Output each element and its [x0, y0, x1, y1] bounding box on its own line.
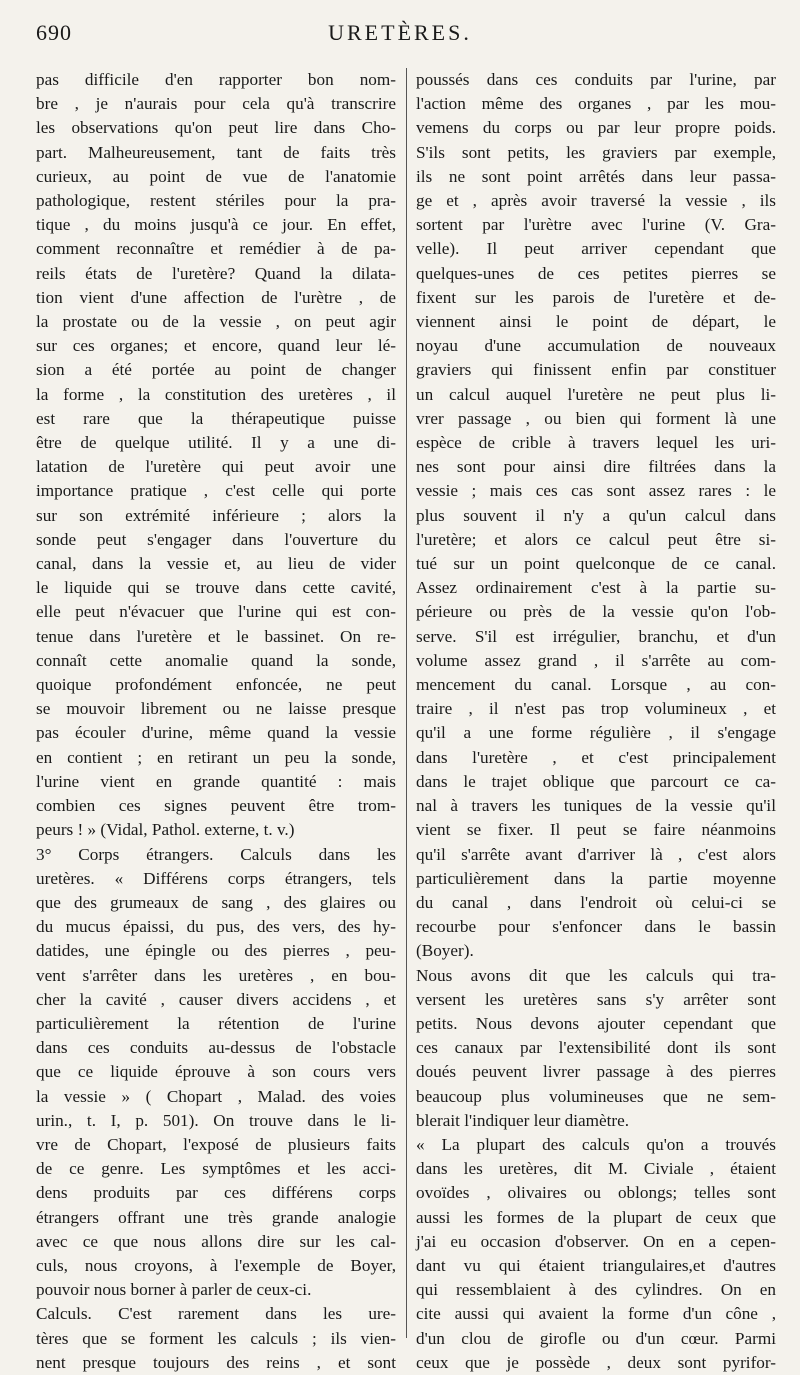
text-line: du canal , dans l'endroit où celui-ci se [416, 892, 776, 912]
text-line: l'action même des organes , par les mou- [416, 94, 776, 114]
text-line: pas écouler d'urine, même quand la vessie [36, 723, 396, 743]
text-line: l'urine vient en grande quantité : mais [36, 771, 396, 791]
text-line: la prostate ou de la vessie , on peut agir [36, 312, 396, 332]
text-line: pouvoir nous borner à parler de ceux-ci. [36, 1280, 312, 1300]
text-line: latation de l'uretère qui peut avoir une [36, 457, 396, 477]
text-line: velle). Il peut arriver cependant que [416, 239, 776, 259]
text-line: plus souvent il n'y a qu'un calcul dans [416, 505, 776, 525]
text-line: uretères. « Différens corps étrangers, tels [36, 868, 396, 888]
text-line: sur son extrémité inférieure ; alors la [36, 505, 396, 525]
text-line: recourbe pour s'enfoncer dans le bassin [416, 917, 776, 937]
text-line: j'ai eu occasion d'observer. On en a cepen- [416, 1231, 776, 1251]
text-line: Nous avons dit que les calculs qui tra- [416, 965, 776, 985]
text-line: se mouvoir librement ou ne laisse presque [36, 699, 396, 719]
text-line: la forme , la constitution des uretères , il [36, 384, 396, 404]
text-line: versent les uretères sans s'y arrêter sont [416, 989, 776, 1009]
text-line: de ce genre. Les symptômes et les acci- [36, 1159, 396, 1179]
text-line: dans l'uretère , et c'est principalement [416, 747, 776, 767]
text-line: le liquide qui se trouve dans cette cavité, [36, 578, 396, 598]
text-line: Assez ordinairement c'est à la partie su- [416, 578, 776, 598]
text-line: particulièrement dans la partie moyenne [416, 868, 776, 888]
text-line: nes sont pour ainsi dire filtrées dans la [416, 457, 776, 477]
text-line: (Boyer). [416, 941, 474, 961]
text-line: sortent par l'urètre avec l'urine (V. Gra- [416, 215, 776, 235]
text-line: être de quelque utilité. Il y a une di- [36, 433, 396, 453]
text-line: ge et , après avoir traversé la vessie , ils [416, 191, 776, 211]
text-line: pas difficile d'en rapporter bon nom- [36, 70, 396, 89]
text-line: sonde peut s'engager dans l'ouverture du [36, 529, 396, 549]
text-line: tique , du moins jusqu'à ce jour. En effet, [36, 215, 396, 235]
text-line: qu'il a une forme régulière , il s'engage [416, 723, 776, 743]
text-line: graviers qui finissent enfin par constituer [416, 360, 776, 380]
left-column [36, 68, 396, 1372]
text-line: combien ces signes peuvent être trom- [36, 796, 396, 816]
text-line: urin., t. I, p. 501). On trouve dans le li- [36, 1110, 396, 1130]
text-line: dant vu qui étaient triangulaires,et d'autres [416, 1255, 776, 1275]
text-line: en contient ; en retirant un peu la sonde, [36, 747, 396, 767]
text-line: qu'il s'arrête avant d'arriver là , c'est alors [416, 844, 776, 864]
text-line: importance pratique , c'est celle qui porte [36, 481, 396, 501]
text-line: que ce liquide éprouve à son cours vers [36, 1062, 396, 1082]
text-line: datides, une épingle ou des pierres , peu- [36, 941, 396, 961]
text-line: peurs ! » (Vidal, Pathol. externe, t. v.) [36, 820, 295, 840]
text-line: traire , il n'est pas trop volumineux , et [416, 699, 776, 719]
text-line: beaucoup plus volumineuses que ne sem- [416, 1086, 776, 1106]
text-line: mencement du canal. Lorsque , au con- [416, 675, 776, 695]
text-line: étrangers offrant une très grande analogie [36, 1207, 396, 1227]
text-line: 3° Corps étrangers. Calculs dans les [36, 844, 396, 864]
text-line: nent presque toujours des reins , et sont [36, 1352, 396, 1372]
text-line: ces canaux par l'extensibilité dont ils sont [416, 1038, 776, 1058]
text-line: d'un clou de girofle ou d'un cœur. Parmi [416, 1328, 776, 1348]
column-divider [406, 68, 407, 1338]
text-line: curieux, au point de vue de l'anatomie [36, 166, 396, 186]
text-line: tenue dans l'uretère et le bassinet. On re- [36, 626, 396, 646]
text-line: S'ils sont petits, les graviers par exemple, [416, 142, 776, 162]
text-line: reils états de l'uretère? Quand la dilata- [36, 263, 396, 283]
page-header [36, 20, 764, 52]
text-line: vent s'arrêter dans les uretères , en bou- [36, 965, 396, 985]
text-line: que des grumeaux de sang , des glaires ou [36, 892, 396, 912]
text-line: canal, dans la vessie et, au lieu de vider [36, 554, 396, 574]
text-line: dans les uretères, dit M. Civiale , étaient [416, 1159, 776, 1179]
text-line: cite aussi qui avaient la forme d'un cône , [416, 1304, 776, 1324]
text-line: petits. Nous devons ajouter cependant que [416, 1013, 776, 1033]
text-line: poussés dans ces conduits par l'urine, par [416, 70, 776, 89]
text-line: noyau d'une accumulation de nouveaux [416, 336, 776, 356]
text-line: périeure ou près de la vessie qu'on l'ob- [416, 602, 776, 622]
text-columns [36, 68, 776, 1372]
text-line: ovoïdes , olivaires ou oblongs; telles sont [416, 1183, 776, 1203]
text-line: vre de Chopart, l'exposé de plusieurs faits [36, 1134, 396, 1154]
text-line: l'uretère; et alors ce calcul peut être si- [416, 529, 776, 549]
right-column [416, 68, 776, 1372]
text-line: ceux que je possède , deux sont pyrifor- [416, 1352, 776, 1372]
text-line: espèce de crible à travers lequel les uri- [416, 433, 776, 453]
text-line: aussi les formes de la plupart de ceux que [416, 1207, 776, 1227]
text-line: quoique profondément enfoncée, ne peut [36, 675, 396, 695]
text-line: sur ces organes; et encore, quand leur lé- [36, 336, 396, 356]
text-line: du mucus épaissi, du pus, des vers, des hy- [36, 917, 396, 937]
text-line: nal à travers les tuniques de la vessie qu'il [416, 796, 776, 816]
text-line: la vessie » ( Chopart , Malad. des voies [36, 1086, 396, 1106]
text-line: cher la cavité , causer divers accidens , et [36, 989, 396, 1009]
text-line: vemens du corps ou par leur propre poids. [416, 118, 776, 138]
text-line: les observations qu'on peut lire dans Cho- [36, 118, 396, 138]
text-line: connaît cette anomalie quand la sonde, [36, 650, 396, 670]
text-line: vrer passage , ou bien qui forment là une [416, 408, 776, 428]
text-line: tères que se forment les calculs ; ils vien- [36, 1328, 396, 1348]
text-line: doués peuvent livrer passage à des pierres [416, 1062, 776, 1082]
text-line: elle peut n'évacuer que l'urine qui est con- [36, 602, 396, 622]
text-line: dans le trajet oblique que parcourt ce ca- [416, 771, 776, 791]
text-line: fixent sur les parois de l'uretère et de- [416, 287, 776, 307]
text-line: sion a été portée au point de changer [36, 360, 396, 380]
text-line: culs, nous croyons, à l'exemple de Boyer, [36, 1255, 396, 1275]
text-line: vient se fixer. Il peut se faire néanmoins [416, 820, 776, 840]
text-line: blerait l'indiquer leur diamètre. [416, 1110, 630, 1130]
text-line: un calcul auquel l'uretère ne peut plus li- [416, 384, 776, 404]
page-number: 690 [36, 20, 72, 45]
text-line: serve. S'il est irrégulier, branchu, et d'un [416, 626, 776, 646]
text-line: dans ces conduits au-dessus de l'obstacle [36, 1038, 396, 1058]
text-line: viennent ainsi le point de départ, le [416, 312, 776, 332]
text-line: ils ne sont point arrêtés dans leur passa- [416, 166, 776, 186]
text-line: tué sur un point quelconque de ce canal. [416, 554, 776, 574]
text-line: volume assez grand , il s'arrête au com- [416, 650, 776, 670]
text-line: qui ressemblaient à des cylindres. On en [416, 1280, 776, 1300]
text-line: quelques-unes de ces petites pierres se [416, 263, 776, 283]
text-line: pathologique, restent stériles pour la pra- [36, 191, 396, 211]
text-line: bre , je n'aurais pour cela qu'à transcrire [36, 94, 396, 114]
text-line: tion vient d'une affection de l'urètre , de [36, 287, 396, 307]
text-line: Calculs. C'est rarement dans les ure- [36, 1304, 396, 1324]
text-line: « La plupart des calculs qu'on a trouvés [416, 1134, 776, 1154]
text-line: comment reconnaître et remédier à de pa- [36, 239, 396, 259]
text-line: est rare que la thérapeutique puisse [36, 408, 396, 428]
text-line: part. Malheureusement, tant de faits très [36, 142, 396, 162]
text-line: particulièrement la rétention de l'urine [36, 1013, 396, 1033]
text-line: vessie ; mais ces cas sont assez rares : le [416, 481, 776, 501]
text-line: dens produits par ces différens corps [36, 1183, 396, 1203]
running-title: URETÈRES. [328, 20, 472, 45]
text-line: avec ce que nous allons dire sur les cal- [36, 1231, 396, 1251]
